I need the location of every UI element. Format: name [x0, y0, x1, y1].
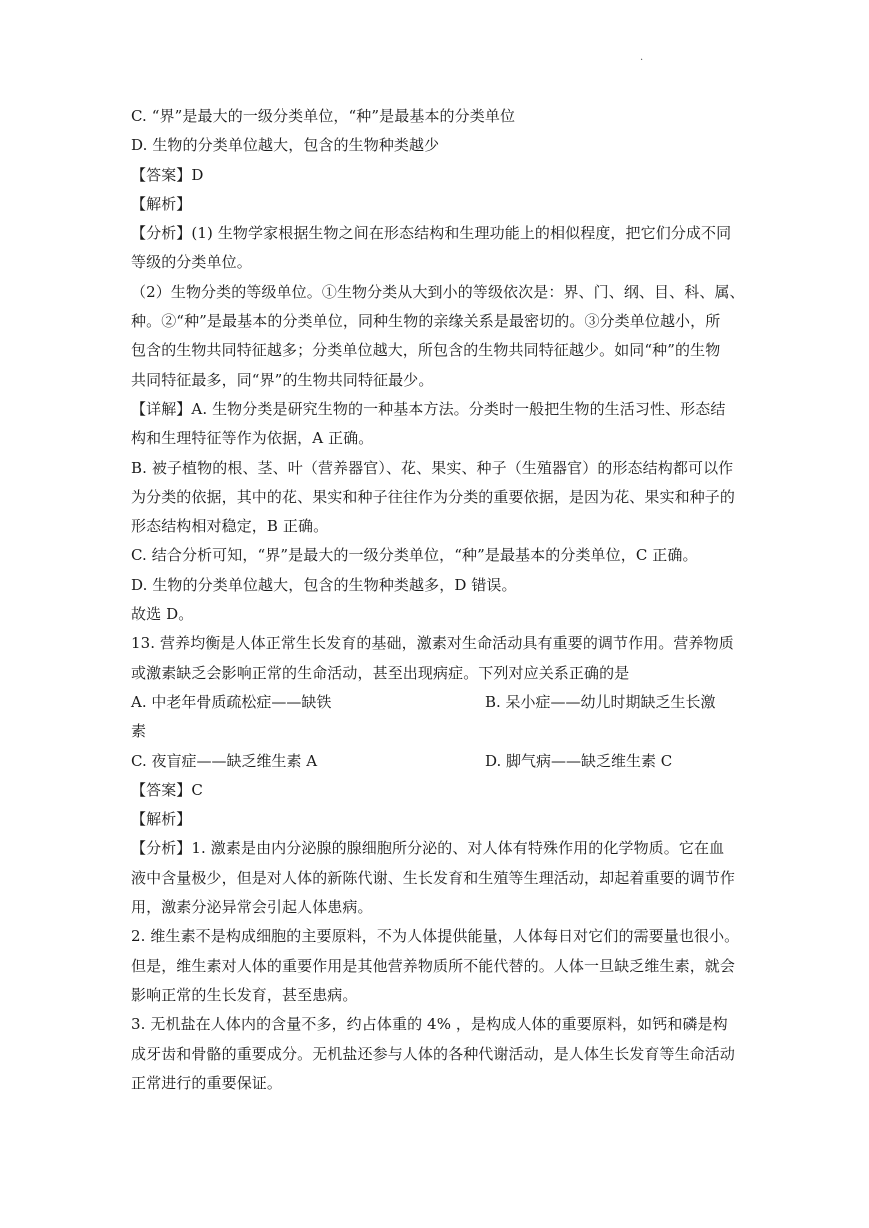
- text-line: 成牙齿和骨骼的重要成分。无机盐还参与人体的各种代谢活动，是人体生长发育等生命活动: [131, 1044, 736, 1063]
- text-line: D. 生物的分类单位越大，包含的生物种类越多，D 错误。: [131, 575, 517, 594]
- option-b: B. 呆小症——幼儿时期缺乏生长激: [485, 692, 716, 711]
- text-line: 用，激素分泌异常会引起人体患病。: [131, 898, 373, 917]
- options-row: [131, 747, 741, 776]
- text-line: 共同特征最多，同“界”的生物共同特征最少。: [131, 370, 434, 389]
- text-line: 液中含量极少，但是对人体的新陈代谢、生长发育和生殖等生理活动，却起着重要的调节作: [131, 868, 736, 887]
- text-line: 正常进行的重要保证。: [131, 1073, 283, 1092]
- text-line: （2）生物分类的等级单位。①生物分类从大到小的等级依次是：界、门、纲、目、科、属、: [131, 282, 745, 301]
- text-line: D. 生物的分类单位越大，包含的生物种类越少: [131, 136, 440, 155]
- text-line: 影响正常的生长发育，甚至患病。: [131, 985, 358, 1004]
- text-line: 种。②“种”是最基本的分类单位，同种生物的亲缘关系是最密切的。③分类单位越小，所: [131, 312, 721, 331]
- text-line: 2. 维生素不是构成细胞的主要原料，不为人体提供能量，人体每日对它们的需要量也很小。: [131, 927, 740, 946]
- text-line: 包含的生物共同特征越多；分类单位越大，所包含的生物共同特征越少。如同“种”的生物: [131, 341, 721, 360]
- analysis-label: 【解析】: [131, 810, 192, 829]
- text-line: 为分类的依据，其中的花、果实和种子往往作为分类的重要依据，是因为花、果实和种子的: [131, 487, 736, 506]
- document-body: [131, 102, 745, 1098]
- text-line: C. 结合分析可知，“界”是最大的一级分类单位，“种”是最基本的分类单位，C 正确。: [131, 546, 698, 565]
- text-line: 【分析】1. 激素是由内分泌腺的腺细胞所分泌的、对人体有特殊作用的化学物质。它在血: [131, 839, 725, 858]
- option-d: D. 脚气病——缺乏维生素 C: [485, 751, 673, 770]
- text-line: 【分析】(1) 生物学家根据生物之间在形态结构和生理功能上的相似程度，把它们分成不同: [131, 224, 732, 243]
- text-line: C. “界”是最大的一级分类单位，“种”是最基本的分类单位: [131, 107, 516, 125]
- question-stem: 或激素缺乏会影响正常的生命活动，甚至出现病症。下列对应关系正确的是: [131, 663, 630, 682]
- text-line: 形态结构相对稳定，B 正确。: [131, 517, 329, 536]
- analysis-label: 【解析】: [131, 194, 192, 213]
- option-c: C. 夜盲症——缺乏维生素 A: [131, 751, 318, 770]
- options-row: [131, 688, 741, 717]
- text-line: 等级的分类单位。: [131, 253, 252, 272]
- answer-label: 【答案】C: [131, 780, 203, 799]
- text-line: B. 被子植物的根、茎、叶（营养器官）、花、果实、种子（生殖器官）的形态结构都可以作: [131, 458, 734, 477]
- option-a: A. 中老年骨质疏松症——缺铁: [131, 692, 332, 711]
- option-b-wrap: 素: [131, 722, 147, 741]
- question-stem: 13. 营养均衡是人体正常生长发育的基础，激素对生命活动具有重要的调节作用。营养物质: [131, 634, 734, 653]
- text-line: 3. 无机盐在人体内的含量不多，约占体重的 4% ，是构成人体的重要原料，如钙和磷是构: [131, 1015, 728, 1034]
- text-line: 【详解】A. 生物分类是研究生物的一种基本方法。分类时一般把生物的生活习性、形态结: [131, 399, 726, 418]
- text-line: 构和生理特征等作为依据，A 正确。: [131, 429, 374, 448]
- text-line: 故选 D。: [131, 605, 194, 624]
- text-line: 但是，维生素对人体的重要作用是其他营养物质所不能代替的。人体一旦缺乏维生素，就会: [131, 956, 736, 975]
- header-mark: .: [640, 52, 644, 63]
- answer-label: 【答案】D: [131, 165, 204, 184]
